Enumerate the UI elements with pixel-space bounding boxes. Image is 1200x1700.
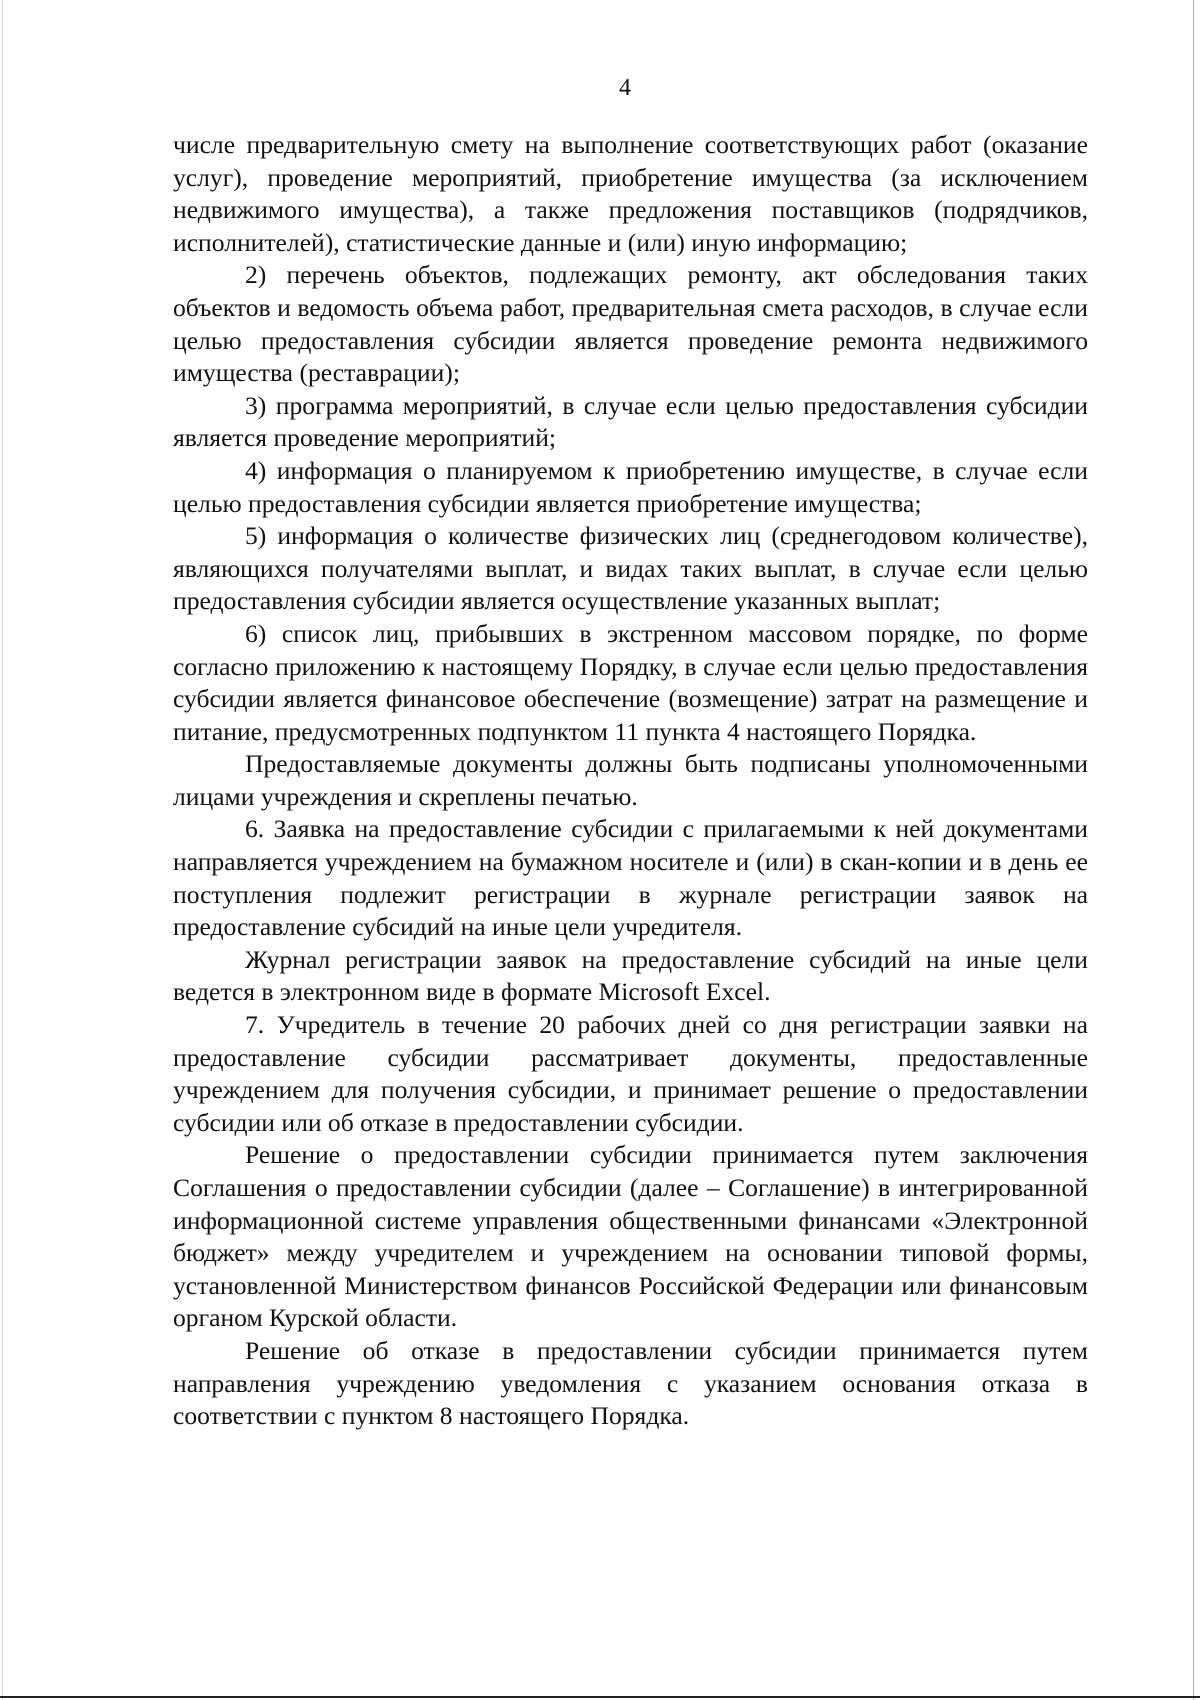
paragraph-signature-requirement: Предоставляемые документы должны быть подписаны уполномоченными лицами учреждения и скреплены печатью. <box>173 749 1088 811</box>
paragraph-refusal-decision: Решение об отказе в предоставлении субсидии принимается путем направления учреждению уведомления с указанием основания отказа в соответствии с пунктом 8 настоящего Порядка. <box>173 1335 1088 1431</box>
paragraph-grant-decision: Решение о предоставлении субсидии принимается путем заключения Соглашения о предоставлении субсидии (далее – Соглашение) в интегрированной информационной системе управления общественными финансами «Электронной бюджет» между учредителем и учреждением на основании типовой формы, установленной Министерством финансов Российской Федерации или финансовым органом Курской области. <box>173 1140 1088 1333</box>
paragraph-continuation: числе предварительную смету на выполнение соответствующих работ (оказание услуг), проведение мероприятий, приобретение имущества (за исключением недвижимого имущества), а также предложения поставщиков (подрядчиков, исполнителей), статистические данные и (или) иную информацию; <box>173 130 1088 257</box>
paragraph-registration-journal: Журнал регистрации заявок на предоставление субсидий на иные цели ведется в электронном виде в формате Microsoft Excel. <box>173 944 1088 1007</box>
paragraph-clause-6: 6. Заявка на предоставление субсидии с прилагаемыми к ней документами направляется учреждением на бумажном носителе и (или) в скан-копии и в день ее поступления подлежит регистрации в журнале регистрации заявок на предоставление субсидий на иные цели учредителя. <box>173 814 1088 942</box>
paragraph-item-5: 5) информация о количестве физических лиц (среднегодовом количестве), являющихся получателями выплат, и видах таких выплат, в случае если целью предоставления субсидии является осуществление указанных выплат; <box>173 521 1088 616</box>
scan-left-edge <box>2 0 3 1700</box>
page-number: 4 <box>619 75 631 101</box>
paragraph-item-2: 2) перечень объектов, подлежащих ремонту, акт обследования таких объектов и ведомость объема работ, предварительная смета расходов, в случае если целью предоставления субсидии является проведение ремонта недвижимого имущества (реставрации); <box>173 260 1088 388</box>
scan-right-edge <box>1193 0 1194 1700</box>
paragraph-item-4: 4) информация о планируемом к приобретению имуществе, в случае если целью предоставления субсидии является приобретение имущества; <box>173 455 1088 518</box>
paragraph-item-6: 6) список лиц, прибывших в экстренном массовом порядке, по форме согласно приложению к настоящему Порядку, в случае если целью предоставления субсидии является финансовое обеспечение (возмещение) затрат на размещение и питание, предусмотренных подпунктом 11 пункта 4 настоящего Порядка. <box>173 618 1088 746</box>
paragraph-clause-7: 7. Учредитель в течение 20 рабочих дней со дня регистрации заявки на предоставление субсидии рассматривает документы, предоставленные учреждением для получения субсидии, и принимает решение о предоставлении субсидии или об отказе в предоставлении субсидии. <box>173 1010 1088 1137</box>
document-body <box>173 129 1088 1433</box>
paragraph-item-3: 3) программа мероприятий, в случае если целью предоставления субсидии является проведение мероприятий; <box>173 390 1088 453</box>
scan-bottom-edge <box>0 1696 1200 1698</box>
